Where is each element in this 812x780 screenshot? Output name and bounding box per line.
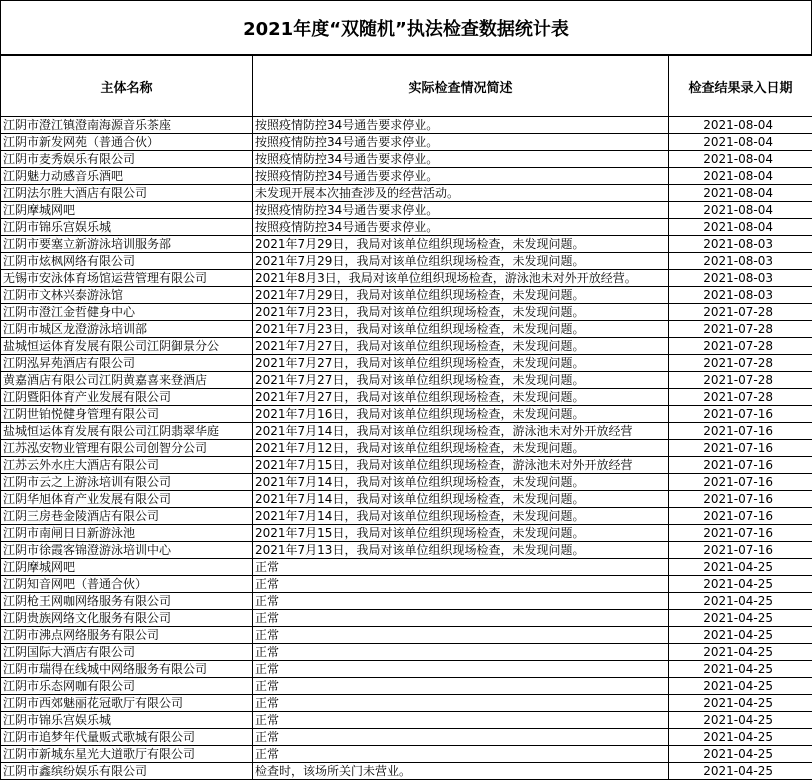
cell-inspection-summary: 2021年7月13日，我局对该单位组织现场检查，未发现问题。 xyxy=(253,542,669,559)
cell-entry-date: 2021-07-16 xyxy=(669,457,812,474)
cell-entry-date: 2021-08-03 xyxy=(669,253,812,270)
cell-inspection-summary: 2021年7月15日，我局对该单位组织现场检查，游泳池未对外开放经营 xyxy=(253,457,669,474)
table-row xyxy=(1,474,812,491)
cell-entry-date: 2021-07-16 xyxy=(669,474,812,491)
cell-entry-date: 2021-07-16 xyxy=(669,406,812,423)
cell-inspection-summary: 正常 xyxy=(253,593,669,610)
table-row xyxy=(1,287,812,304)
cell-inspection-summary: 按照疫情防控34号通告要求停业。 xyxy=(253,168,669,185)
cell-entity-name: 江阴市追梦年代量贩式歌城有限公司 xyxy=(1,729,253,746)
cell-entity-name: 江阴魅力动感音乐酒吧 xyxy=(1,168,253,185)
table-row xyxy=(1,525,812,542)
table-row xyxy=(1,202,812,219)
cell-entity-name: 江阴世铂悦健身管理有限公司 xyxy=(1,406,253,423)
cell-entity-name: 江苏云外水庄大酒店有限公司 xyxy=(1,457,253,474)
cell-entry-date: 2021-08-04 xyxy=(669,134,812,151)
cell-entity-name: 江阴市文林兴泰游泳馆 xyxy=(1,287,253,304)
cell-entry-date: 2021-04-25 xyxy=(669,593,812,610)
table-row xyxy=(1,185,812,202)
cell-entry-date: 2021-04-25 xyxy=(669,729,812,746)
cell-entry-date: 2021-08-04 xyxy=(669,185,812,202)
cell-inspection-summary: 正常 xyxy=(253,712,669,729)
cell-inspection-summary: 2021年7月15日，我局对该单位组织现场检查，未发现问题。 xyxy=(253,525,669,542)
cell-inspection-summary: 正常 xyxy=(253,729,669,746)
table-body xyxy=(1,117,812,780)
cell-entity-name: 江阴市徐霞客锦澄游泳培训中心 xyxy=(1,542,253,559)
table-row xyxy=(1,678,812,695)
cell-entry-date: 2021-08-04 xyxy=(669,151,812,168)
cell-inspection-summary: 2021年7月14日，我局对该单位组织现场检查，未发现问题。 xyxy=(253,491,669,508)
cell-inspection-summary: 2021年7月27日，我局对该单位组织现场检查，未发现问题。 xyxy=(253,338,669,355)
cell-entity-name: 江阴市新城东星光大道歌厅有限公司 xyxy=(1,746,253,763)
cell-inspection-summary: 2021年7月14日，我局对该单位组织现场检查，游泳池未对外开放经营 xyxy=(253,423,669,440)
cell-inspection-summary: 2021年7月29日，我局对该单位组织现场检查，未发现问题。 xyxy=(253,236,669,253)
cell-entry-date: 2021-07-28 xyxy=(669,372,812,389)
cell-entry-date: 2021-04-25 xyxy=(669,678,812,695)
cell-entity-name: 江阴市麦秀娱乐有限公司 xyxy=(1,151,253,168)
cell-inspection-summary: 2021年7月27日，我局对该单位组织现场检查，未发现问题。 xyxy=(253,389,669,406)
cell-inspection-summary: 正常 xyxy=(253,678,669,695)
cell-inspection-summary: 正常 xyxy=(253,695,669,712)
cell-entity-name: 江阴三房巷金陵酒店有限公司 xyxy=(1,508,253,525)
cell-entity-name: 江阴市西郊魅丽花冠歌厅有限公司 xyxy=(1,695,253,712)
cell-entry-date: 2021-04-25 xyxy=(669,576,812,593)
cell-inspection-summary: 正常 xyxy=(253,627,669,644)
cell-entity-name: 江苏泓安物业管理有限公司创智分公司 xyxy=(1,440,253,457)
cell-inspection-summary: 2021年7月12日，我局对该单位组织现场检查，未发现问题。 xyxy=(253,440,669,457)
table-row xyxy=(1,338,812,355)
cell-inspection-summary: 按照疫情防控34号通告要求停业。 xyxy=(253,134,669,151)
cell-entity-name: 江阴泓昇苑酒店有限公司 xyxy=(1,355,253,372)
table-title: 2021年度“双随机”执法检查数据统计表 xyxy=(0,0,812,55)
table-row xyxy=(1,219,812,236)
cell-entity-name: 盐城恒运体育发展有限公司江阴御景分公 xyxy=(1,338,253,355)
cell-inspection-summary: 正常 xyxy=(253,610,669,627)
cell-entity-name: 江阴摩城网吧 xyxy=(1,559,253,576)
cell-entity-name: 江阴市新发网苑（普通合伙） xyxy=(1,134,253,151)
table-row xyxy=(1,627,812,644)
cell-inspection-summary: 2021年7月27日，我局对该单位组织现场检查，未发现问题。 xyxy=(253,372,669,389)
cell-inspection-summary: 按照疫情防控34号通告要求停业。 xyxy=(253,151,669,168)
cell-entry-date: 2021-07-28 xyxy=(669,389,812,406)
cell-entity-name: 江阴华旭体育产业发展有限公司 xyxy=(1,491,253,508)
cell-entry-date: 2021-07-28 xyxy=(669,355,812,372)
table-row xyxy=(1,134,812,151)
cell-inspection-summary: 正常 xyxy=(253,559,669,576)
header-entity-name: 主体名称 xyxy=(1,56,253,117)
table-row xyxy=(1,151,812,168)
cell-entry-date: 2021-07-28 xyxy=(669,338,812,355)
cell-entity-name: 江阴暨阳体育产业发展有限公司 xyxy=(1,389,253,406)
cell-inspection-summary: 未发现开展本次抽查涉及的经营活动。 xyxy=(253,185,669,202)
cell-inspection-summary: 正常 xyxy=(253,661,669,678)
cell-entry-date: 2021-08-03 xyxy=(669,236,812,253)
table-row xyxy=(1,576,812,593)
table-row xyxy=(1,372,812,389)
header-row xyxy=(1,56,812,117)
cell-entity-name: 江阴市南闸日日新游泳池 xyxy=(1,525,253,542)
cell-inspection-summary: 2021年7月14日，我局对该单位组织现场检查，未发现问题。 xyxy=(253,508,669,525)
cell-inspection-summary: 2021年7月29日，我局对该单位组织现场检查，未发现问题。 xyxy=(253,253,669,270)
table-row xyxy=(1,236,812,253)
cell-entry-date: 2021-08-04 xyxy=(669,219,812,236)
cell-entity-name: 江阴摩城网吧 xyxy=(1,202,253,219)
table-row xyxy=(1,746,812,763)
table-row xyxy=(1,321,812,338)
table-row xyxy=(1,508,812,525)
cell-entity-name: 江阴市炫枫网络有限公司 xyxy=(1,253,253,270)
cell-inspection-summary: 正常 xyxy=(253,576,669,593)
cell-entity-name: 江阴国际大酒店有限公司 xyxy=(1,644,253,661)
cell-entry-date: 2021-07-28 xyxy=(669,304,812,321)
cell-entity-name: 江阴市澄江镇澄南海源音乐茶座 xyxy=(1,117,253,134)
cell-entity-name: 江阴枪王网咖网络服务有限公司 xyxy=(1,593,253,610)
cell-inspection-summary: 2021年7月23日，我局对该单位组织现场检查，未发现问题。 xyxy=(253,304,669,321)
header-inspection-summary: 实际检查情况简述 xyxy=(253,56,669,117)
cell-entity-name: 江阴法尔胜大酒店有限公司 xyxy=(1,185,253,202)
cell-entity-name: 江阴市瑞得在线城中网络服务有限公司 xyxy=(1,661,253,678)
cell-entry-date: 2021-07-28 xyxy=(669,321,812,338)
cell-entry-date: 2021-07-16 xyxy=(669,542,812,559)
cell-entry-date: 2021-07-16 xyxy=(669,440,812,457)
cell-entity-name: 黄嘉酒店有限公司江阴黄嘉喜来登酒店 xyxy=(1,372,253,389)
cell-entry-date: 2021-08-03 xyxy=(669,287,812,304)
cell-inspection-summary: 按照疫情防控34号通告要求停业。 xyxy=(253,117,669,134)
table-row xyxy=(1,440,812,457)
inspection-table xyxy=(0,55,812,780)
cell-entity-name: 江阴市乐态网咖有限公司 xyxy=(1,678,253,695)
cell-entry-date: 2021-04-25 xyxy=(669,559,812,576)
table-row xyxy=(1,610,812,627)
cell-entry-date: 2021-04-25 xyxy=(669,627,812,644)
table-row xyxy=(1,355,812,372)
cell-entity-name: 江阴市锦乐宫娱乐城 xyxy=(1,219,253,236)
table-row xyxy=(1,542,812,559)
table-row xyxy=(1,491,812,508)
cell-entry-date: 2021-04-25 xyxy=(669,712,812,729)
cell-entity-name: 江阴知音网吧（普通合伙） xyxy=(1,576,253,593)
table-row xyxy=(1,593,812,610)
cell-entry-date: 2021-04-25 xyxy=(669,746,812,763)
cell-entity-name: 江阴市云之上游泳培训有限公司 xyxy=(1,474,253,491)
cell-entry-date: 2021-07-16 xyxy=(669,423,812,440)
cell-inspection-summary: 2021年7月14日，我局对该单位组织现场检查，未发现问题。 xyxy=(253,474,669,491)
cell-entity-name: 江阴市沸点网络服务有限公司 xyxy=(1,627,253,644)
cell-entry-date: 2021-07-16 xyxy=(669,508,812,525)
cell-entry-date: 2021-08-04 xyxy=(669,168,812,185)
table-row xyxy=(1,406,812,423)
cell-entry-date: 2021-04-25 xyxy=(669,763,812,780)
cell-entity-name: 江阴市鑫缤纷娱乐有限公司 xyxy=(1,763,253,780)
table-row xyxy=(1,253,812,270)
cell-entry-date: 2021-07-16 xyxy=(669,525,812,542)
cell-entity-name: 盐城恒运体育发展有限公司江阴翡翠华庭 xyxy=(1,423,253,440)
cell-inspection-summary: 按照疫情防控34号通告要求停业。 xyxy=(253,219,669,236)
cell-inspection-summary: 2021年7月23日，我局对该单位组织现场检查，未发现问题。 xyxy=(253,321,669,338)
table-row xyxy=(1,270,812,287)
cell-entity-name: 江阴市锦乐宫娱乐城 xyxy=(1,712,253,729)
table-row xyxy=(1,423,812,440)
cell-entry-date: 2021-07-16 xyxy=(669,491,812,508)
cell-entry-date: 2021-04-25 xyxy=(669,661,812,678)
table-row xyxy=(1,389,812,406)
table-row xyxy=(1,304,812,321)
cell-entry-date: 2021-04-25 xyxy=(669,695,812,712)
cell-entry-date: 2021-08-04 xyxy=(669,117,812,134)
cell-entity-name: 无锡市安泳体育场馆运营管理有限公司 xyxy=(1,270,253,287)
table-row xyxy=(1,712,812,729)
table-row xyxy=(1,168,812,185)
cell-entity-name: 江阴市城区龙澄游泳培训部 xyxy=(1,321,253,338)
table-row xyxy=(1,695,812,712)
cell-entry-date: 2021-04-25 xyxy=(669,644,812,661)
cell-inspection-summary: 2021年7月27日，我局对该单位组织现场检查，未发现问题。 xyxy=(253,355,669,372)
table-row xyxy=(1,644,812,661)
cell-entity-name: 江阴市要塞立新游泳培训服务部 xyxy=(1,236,253,253)
cell-inspection-summary: 正常 xyxy=(253,746,669,763)
table-row xyxy=(1,457,812,474)
table-row xyxy=(1,763,812,780)
header-entry-date: 检查结果录入日期 xyxy=(669,56,812,117)
cell-inspection-summary: 按照疫情防控34号通告要求停业。 xyxy=(253,202,669,219)
cell-entry-date: 2021-08-03 xyxy=(669,270,812,287)
cell-inspection-summary: 2021年7月29日，我局对该单位组织现场检查，未发现问题。 xyxy=(253,287,669,304)
cell-entry-date: 2021-08-04 xyxy=(669,202,812,219)
table-row xyxy=(1,729,812,746)
cell-entity-name: 江阴市澄江金哲健身中心 xyxy=(1,304,253,321)
cell-entry-date: 2021-04-25 xyxy=(669,610,812,627)
cell-inspection-summary: 2021年7月16日，我局对该单位组织现场检查，未发现问题。 xyxy=(253,406,669,423)
cell-entity-name: 江阴贵族网络文化服务有限公司 xyxy=(1,610,253,627)
cell-inspection-summary: 正常 xyxy=(253,644,669,661)
table-row xyxy=(1,117,812,134)
cell-inspection-summary: 2021年8月3日，我局对该单位组织现场检查，游泳池未对外开放经营。 xyxy=(253,270,669,287)
cell-inspection-summary: 检查时，该场所关门未营业。 xyxy=(253,763,669,780)
table-row xyxy=(1,661,812,678)
table-row xyxy=(1,559,812,576)
